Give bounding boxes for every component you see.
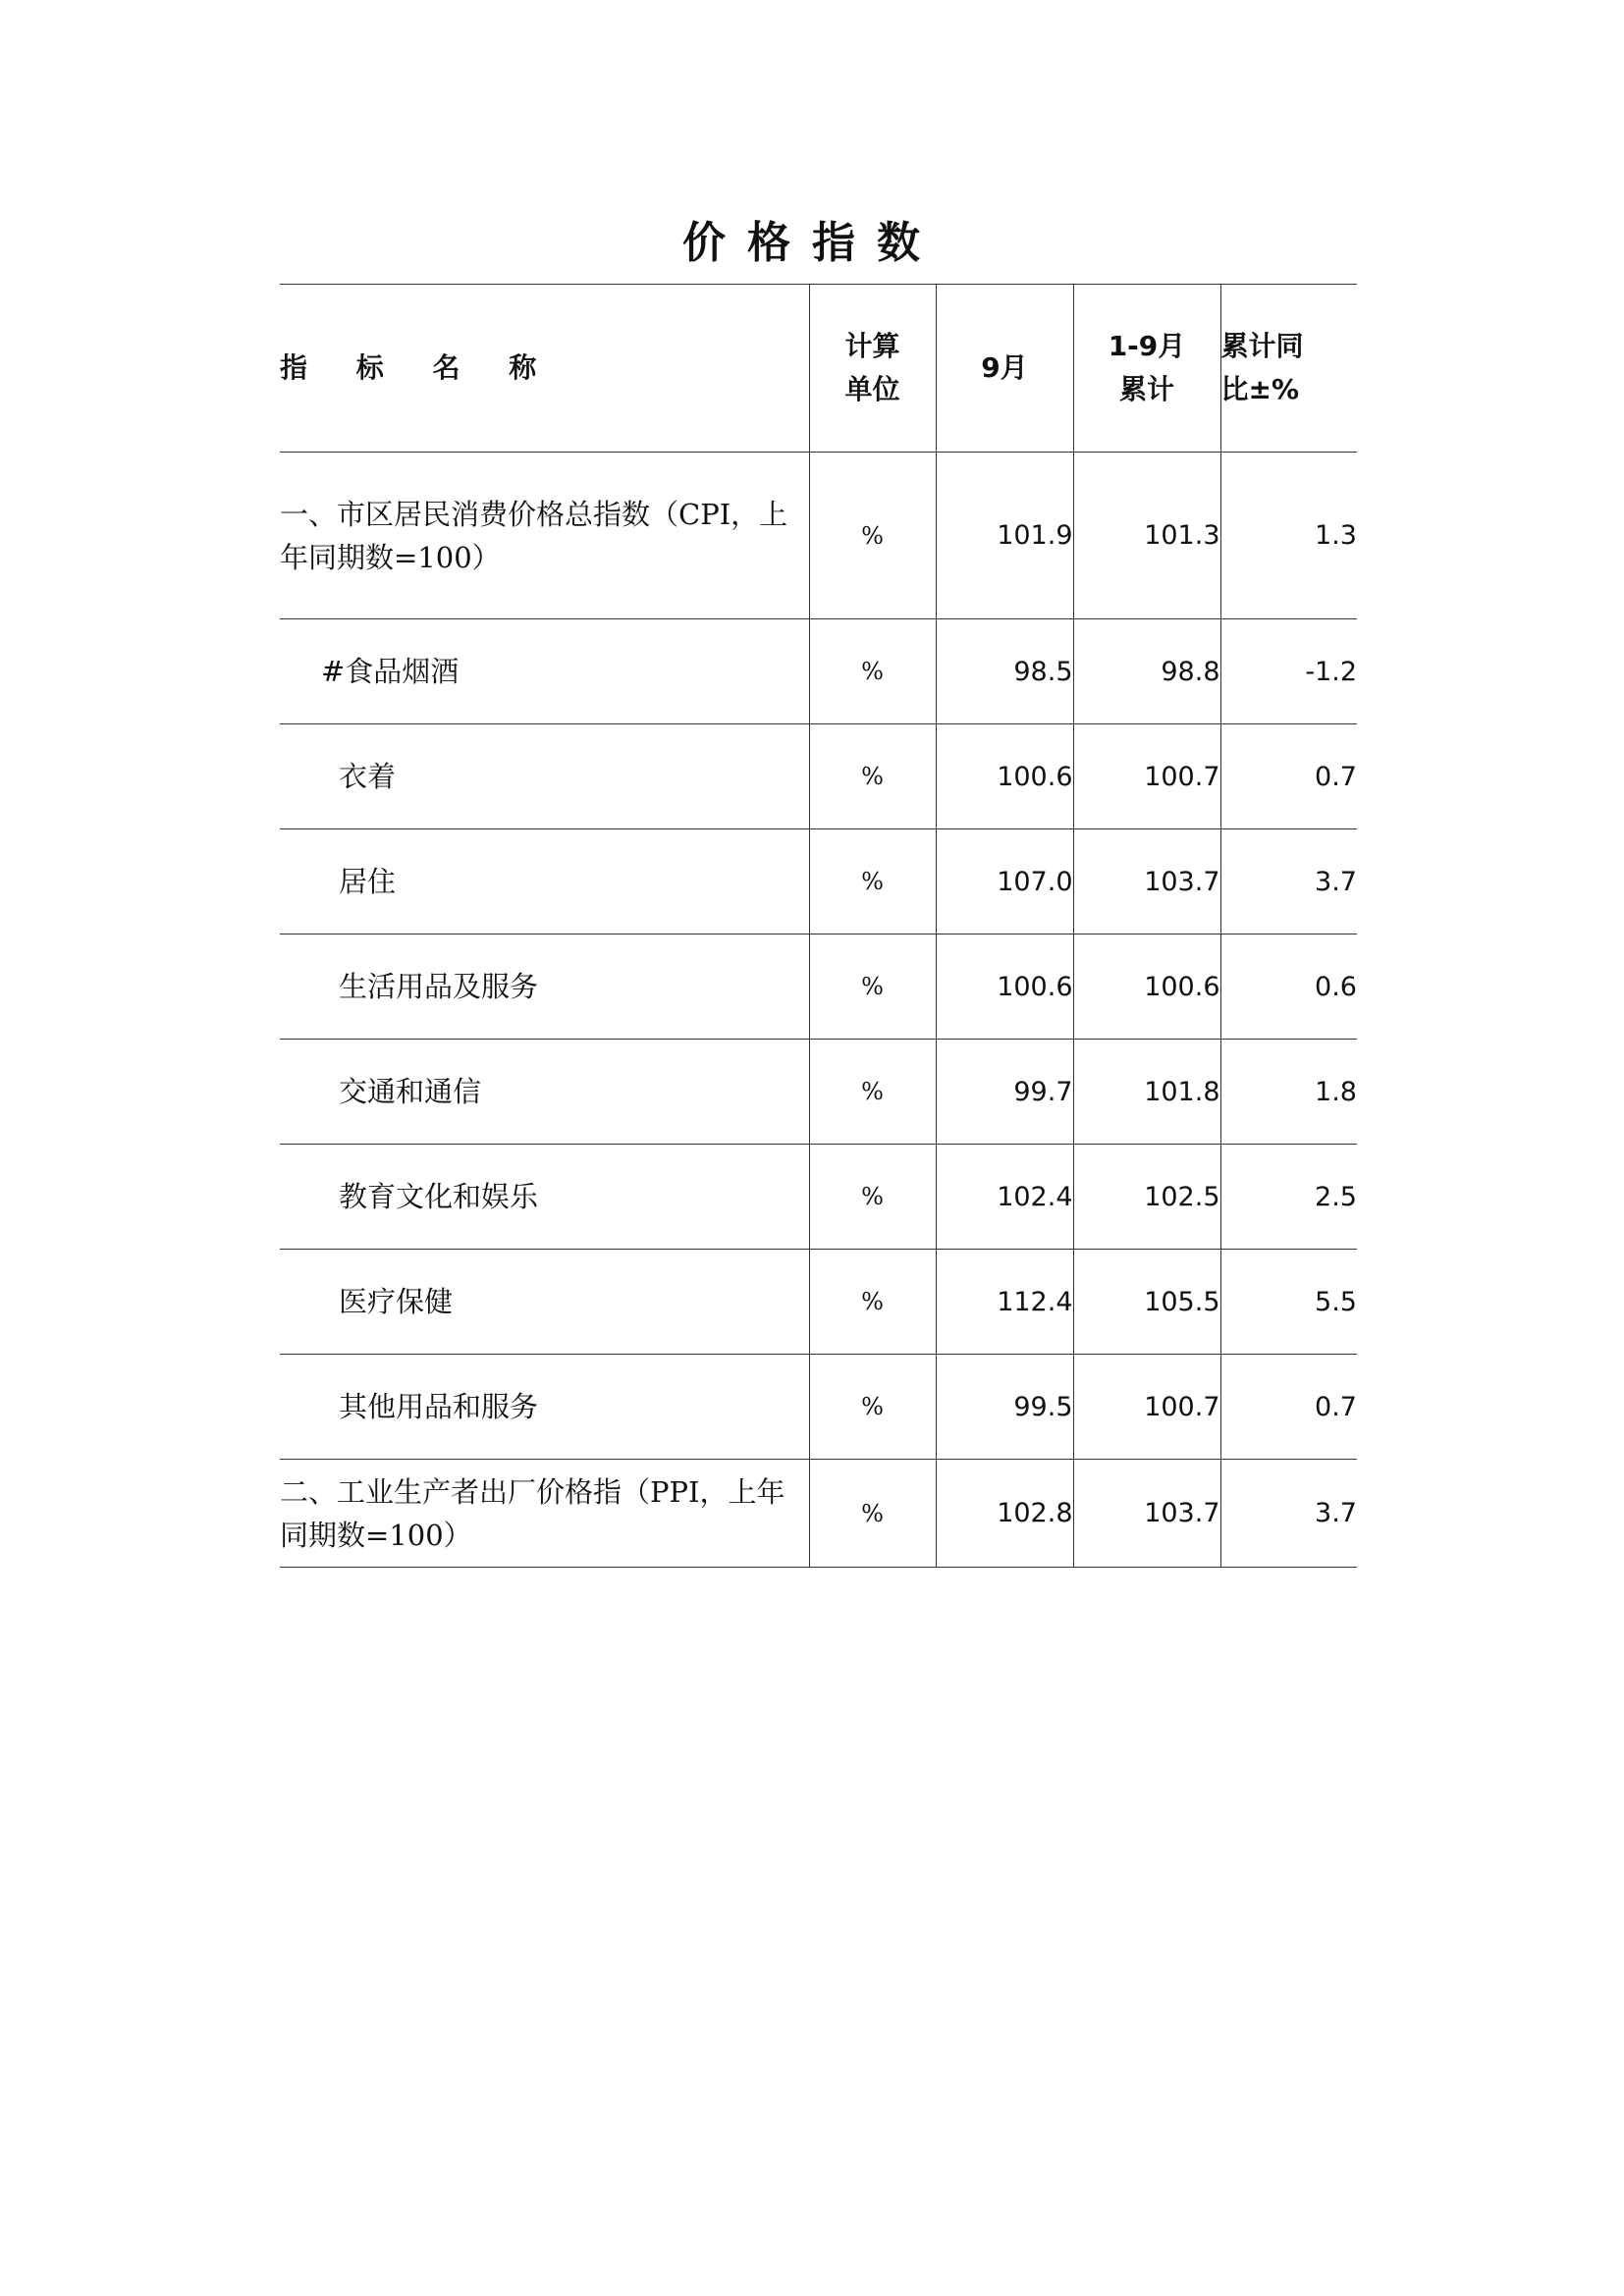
row-unit: % xyxy=(809,619,936,724)
table-row xyxy=(280,1250,1357,1355)
row-cumulative-value: 103.7 xyxy=(1073,1460,1220,1568)
row-month-value: 102.4 xyxy=(936,1145,1073,1250)
header-yoy xyxy=(1220,285,1357,453)
row-cumulative-value: 101.3 xyxy=(1073,453,1220,619)
row-name: 交通和通信 xyxy=(280,1040,809,1145)
header-cumulative-line1: 1-9月 xyxy=(1108,330,1186,362)
table-row xyxy=(280,619,1357,724)
header-indicator-name: 指 标 名 称 xyxy=(280,285,809,453)
row-month-value: 100.6 xyxy=(936,934,1073,1040)
table-row xyxy=(280,1355,1357,1460)
row-unit: % xyxy=(809,1355,936,1460)
row-cumulative-value: 102.5 xyxy=(1073,1145,1220,1250)
table-row xyxy=(280,1040,1357,1145)
table-row xyxy=(280,934,1357,1040)
row-yoy-value: 5.5 xyxy=(1220,1250,1357,1355)
row-name: #食品烟酒 xyxy=(280,619,809,724)
row-unit: % xyxy=(809,1145,936,1250)
row-unit: % xyxy=(809,1250,936,1355)
header-row xyxy=(280,285,1357,453)
row-yoy-value: 0.7 xyxy=(1220,724,1357,829)
table-row xyxy=(280,453,1357,619)
row-unit: % xyxy=(809,1460,936,1568)
row-name: 其他用品和服务 xyxy=(280,1355,809,1460)
row-yoy-value: 3.7 xyxy=(1220,1460,1357,1568)
row-month-value: 101.9 xyxy=(936,453,1073,619)
row-yoy-value: 0.6 xyxy=(1220,934,1357,1040)
table-row xyxy=(280,724,1357,829)
page-title: 价格指数 xyxy=(682,218,942,268)
row-unit: % xyxy=(809,829,936,934)
row-unit: % xyxy=(809,1040,936,1145)
row-name: 教育文化和娱乐 xyxy=(280,1145,809,1250)
row-month-value: 107.0 xyxy=(936,829,1073,934)
row-month-value: 112.4 xyxy=(936,1250,1073,1355)
row-name: 衣着 xyxy=(280,724,809,829)
header-month: 9月 xyxy=(936,285,1073,453)
row-unit: % xyxy=(809,453,936,619)
row-cumulative-value: 100.7 xyxy=(1073,724,1220,829)
row-name: 医疗保健 xyxy=(280,1250,809,1355)
row-month-value: 99.5 xyxy=(936,1355,1073,1460)
table-row xyxy=(280,829,1357,934)
row-month-value: 100.6 xyxy=(936,724,1073,829)
row-yoy-value: 2.5 xyxy=(1220,1145,1357,1250)
row-yoy-value: -1.2 xyxy=(1220,619,1357,724)
row-cumulative-value: 100.7 xyxy=(1073,1355,1220,1460)
row-yoy-value: 0.7 xyxy=(1220,1355,1357,1460)
row-cumulative-value: 98.8 xyxy=(1073,619,1220,724)
price-index-table xyxy=(280,284,1357,1568)
header-cumulative xyxy=(1073,285,1220,453)
row-unit: % xyxy=(809,934,936,1040)
row-month-value: 98.5 xyxy=(936,619,1073,724)
header-yoy-line1: 累计同 xyxy=(1220,330,1304,362)
row-cumulative-value: 105.5 xyxy=(1073,1250,1220,1355)
header-cumulative-line2: 累计 xyxy=(1118,373,1174,405)
row-month-value: 99.7 xyxy=(936,1040,1073,1145)
row-unit: % xyxy=(809,724,936,829)
header-unit xyxy=(809,285,936,453)
row-yoy-value: 3.7 xyxy=(1220,829,1357,934)
row-name: 生活用品及服务 xyxy=(280,934,809,1040)
row-yoy-value: 1.3 xyxy=(1220,453,1357,619)
table-row xyxy=(280,1460,1357,1568)
row-cumulative-value: 101.8 xyxy=(1073,1040,1220,1145)
header-unit-line1: 计算 xyxy=(844,330,900,362)
row-cumulative-value: 100.6 xyxy=(1073,934,1220,1040)
row-name: 二、工业生产者出厂价格指（PPI，上年同期数=100） xyxy=(280,1460,809,1568)
row-cumulative-value: 103.7 xyxy=(1073,829,1220,934)
table-row xyxy=(280,1145,1357,1250)
header-unit-line2: 单位 xyxy=(844,373,900,405)
header-yoy-line2: 比±% xyxy=(1220,373,1300,405)
row-name: 居住 xyxy=(280,829,809,934)
row-yoy-value: 1.8 xyxy=(1220,1040,1357,1145)
row-month-value: 102.8 xyxy=(936,1460,1073,1568)
row-name: 一、市区居民消费价格总指数（CPI，上年同期数=100） xyxy=(280,453,809,619)
